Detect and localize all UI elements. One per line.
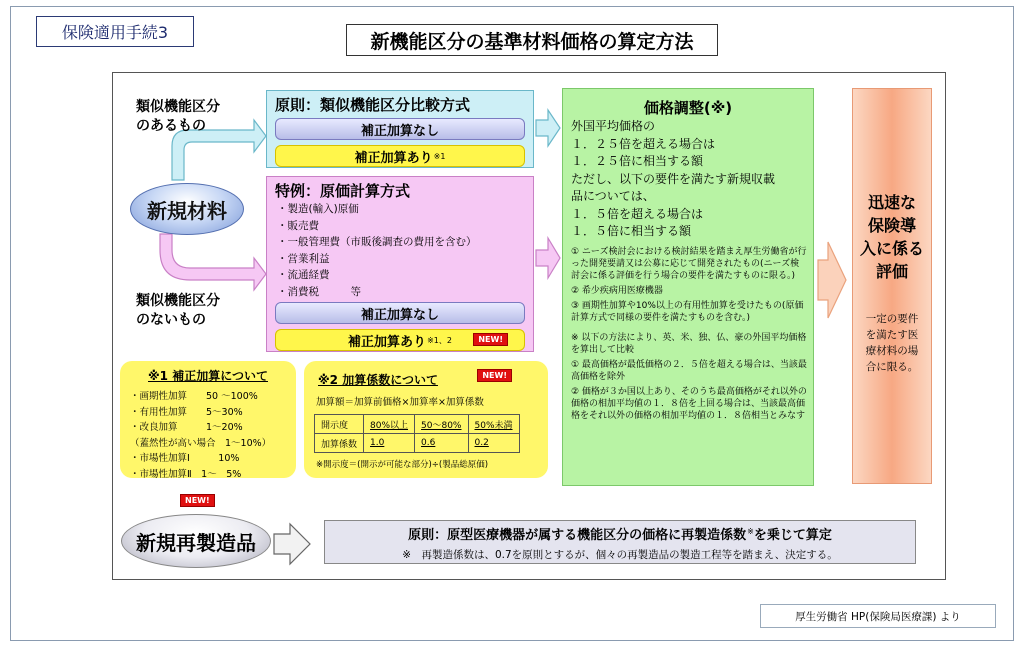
remanufactured-rule-box <box>324 520 916 564</box>
special-with-adjust: 補正加算あり ※1、2 NEW! <box>275 329 525 351</box>
note2-title: ※2 加算係数について <box>318 373 438 387</box>
page-title: 新機能区分の基準材料価格の算定方法 <box>346 24 718 56</box>
coefficient-table <box>314 414 520 453</box>
list-item: ・流通経費 <box>277 269 330 281</box>
note1-list <box>120 389 296 482</box>
principle-with-adjust: 補正加算あり ※1 <box>275 145 525 167</box>
new-material-node: 新規材料 <box>130 183 244 235</box>
section-tag: 保険適用手続3 <box>36 16 194 47</box>
note2-formula: 加算額＝加算前価格×加算率×加算係数 <box>316 397 484 408</box>
principle-no-adjust: 補正加算なし <box>275 118 525 140</box>
new-badge: NEW! <box>180 494 215 507</box>
list-item: ・製造(輸入)原価 <box>277 203 359 215</box>
table-row: 開示度 80%以上 50～80% 50%未満 <box>315 415 520 434</box>
note1-title: ※1 補正加算について <box>148 369 268 383</box>
rapid-evaluation-box <box>852 88 932 484</box>
price-adjust-note: ※ 以下の方法により、英、米、独、仏、豪の外国平均価格を算出して比較 ① 最高価格が最低価格の２．５倍を超える場合は、当該最高価格を除外 ② 価格が３か国以上あり、そのうち最高価格がそれ以外の価格の相加平均値の１．８倍を上回る場合は、当該最高価格をそれ以外の価格の相加平均値の１．８倍相当とみなす <box>571 332 807 421</box>
new-badge: NEW! <box>477 369 512 382</box>
result-title: 迅速な 保険導 入に係る 評価 <box>859 193 924 281</box>
note2-box <box>304 361 548 478</box>
remake-rule: 原則：原型医療機器が属する機能区分の価格に再製造係数※を乗じて算定 <box>408 526 832 543</box>
special-no-adjust: 補正加算なし <box>275 302 525 324</box>
remake-note: ※ 再製造係数は、0.7を原則とするが、個々の再製造品の製造工程等を踏まえ、決定する。 <box>402 549 838 561</box>
list-item: ・市場性加算Ⅰ 10% <box>130 453 240 464</box>
source-credit: 厚生労働省 HP(保険局医療課) より <box>760 604 996 628</box>
list-item: ・消費税 等 <box>277 285 361 298</box>
list-item: ・画期性加算 50 ～100% <box>130 391 258 402</box>
list-item: ・営業利益 <box>277 252 330 265</box>
special-title: 特例：原価計算方式 <box>275 182 411 200</box>
cost-items-list <box>267 201 533 300</box>
principle-box <box>266 90 534 168</box>
price-adjust-lines: 外国平均価格の １．２５倍を超える場合は １．２５倍に相当する額 ただし、以下の要件を満たす新規収載 品については、 １．５倍を超える場合は １．５倍に相当する額 <box>571 119 776 238</box>
label-with-similar: 類似機能区分 のあるもの <box>136 99 220 134</box>
price-adjustment-box <box>562 88 814 486</box>
result-note: 一定の要件 を満たす医 療材料の場 合に限る。 <box>865 313 919 373</box>
label-without-similar: 類似機能区分 のないもの <box>136 293 220 328</box>
list-item: ・販売費 <box>277 219 319 232</box>
arrow-principle-to-green <box>536 110 560 146</box>
note1-box <box>120 361 296 478</box>
arrow-to-special <box>160 234 266 290</box>
list-item: ・市場性加算Ⅱ 1～ 5% <box>130 468 242 480</box>
price-adjust-conditions: ① ニーズ検討会における検討結果を踏まえ厚生労働省が行った開発要請又は公募に応じて開発されたもの(ニーズ検討会に係る評価を行う場合の要件を満たすものに限る。) ② 希少疾病用医療機器 ③ 画期性加算や10%以上の有用性加算を受けたもの(原価計算方式で同様の要件を満たすものを含む。) <box>571 246 807 323</box>
list-item: ・一般管理費（市販後調査の費用を含む） <box>277 236 477 248</box>
arrow-special-to-green <box>536 238 560 278</box>
price-adjust-title: 価格調整(※) <box>643 99 733 117</box>
table-row: 加算係数 1.0 0.6 0.2 <box>315 434 520 453</box>
note2-footnote: ※開示度＝(開示が可能な部分)÷(製品総原価) <box>316 460 489 470</box>
arrow-green-to-result <box>818 242 846 318</box>
principle-title: 原則：類似機能区分比較方式 <box>275 96 471 114</box>
arrow-remake <box>274 524 310 564</box>
list-item: ・有用性加算 5～30% <box>130 406 243 418</box>
list-item: ・改良加算 1～20% <box>130 422 243 433</box>
new-badge: NEW! <box>473 333 508 346</box>
list-item: （蓋然性が高い場合 1～10%） <box>130 437 272 449</box>
remanufactured-node: 新規再製造品 <box>121 514 271 568</box>
special-box <box>266 176 534 352</box>
